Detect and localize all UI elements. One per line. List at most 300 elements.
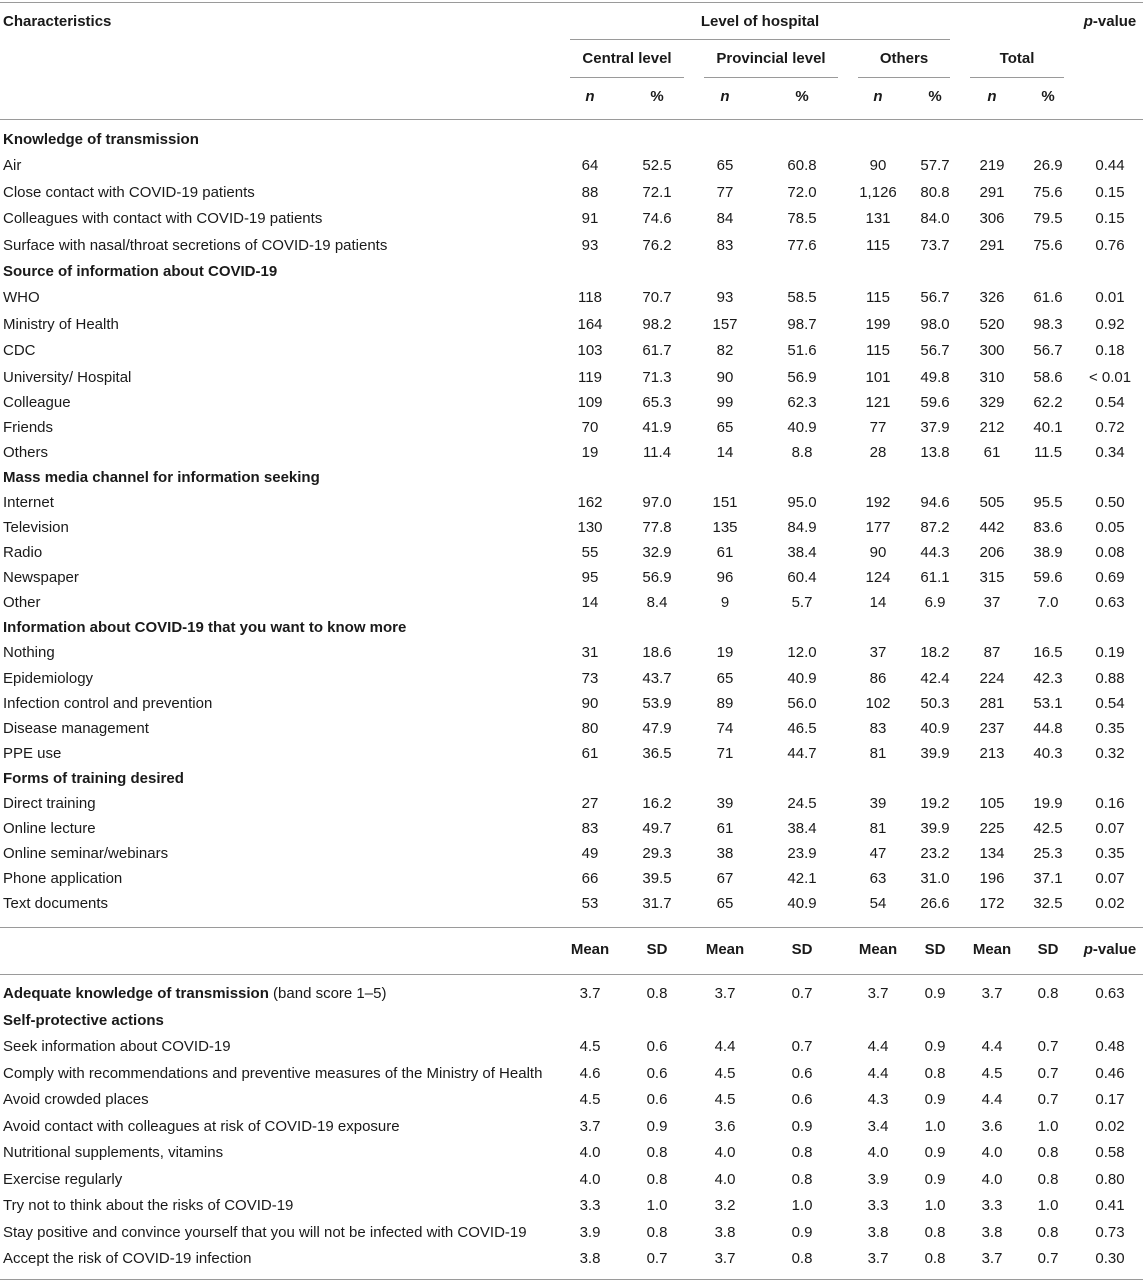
central-n-cell: 70 bbox=[581, 419, 599, 436]
total-n-cell: 300 bbox=[979, 342, 1005, 359]
row-label: Text documents bbox=[3, 895, 109, 912]
central-pct-cell: 65.3 bbox=[642, 394, 672, 411]
others-n-cell: 39 bbox=[869, 795, 887, 812]
others-n-cell: 81 bbox=[869, 820, 887, 837]
provincial-n-cell: 9 bbox=[720, 594, 730, 611]
others-pct-heading: % bbox=[928, 88, 942, 105]
p-value-cell: 0.32 bbox=[1095, 745, 1125, 762]
others-mean-cell: 4.3 bbox=[867, 1091, 889, 1108]
table-bottom-rule bbox=[0, 1279, 1143, 1280]
row-label: Internet bbox=[3, 494, 54, 511]
provincial-pct-cell: 84.9 bbox=[787, 519, 817, 536]
central-mean-cell: 3.8 bbox=[579, 1250, 601, 1267]
provincial-sd-cell: 0.7 bbox=[791, 985, 813, 1002]
table-row bbox=[0, 494, 1143, 519]
central-n-cell: 130 bbox=[577, 519, 603, 536]
total-sd-cell: 0.8 bbox=[1037, 1224, 1059, 1241]
others-n-cell: 102 bbox=[865, 695, 891, 712]
row-label: CDC bbox=[3, 342, 36, 359]
total-pct-cell: 61.6 bbox=[1033, 289, 1063, 306]
total-pct-heading: % bbox=[1041, 88, 1055, 105]
table-row bbox=[0, 569, 1143, 594]
total-sd-cell: 1.0 bbox=[1037, 1118, 1059, 1135]
section-heading: Mass media channel for information seeking bbox=[3, 469, 320, 486]
mid-header-bottom-rule bbox=[0, 974, 1143, 975]
provincial-n-cell: 65 bbox=[716, 670, 734, 687]
central-pct-cell: 39.5 bbox=[642, 870, 672, 887]
central-n-cell: 80 bbox=[581, 720, 599, 737]
row-label: Online lecture bbox=[3, 820, 96, 837]
table-top-rule bbox=[0, 2, 1143, 3]
total-pct-cell: 75.6 bbox=[1033, 184, 1063, 201]
total-pct-cell: 38.9 bbox=[1033, 544, 1063, 561]
p-value-cell: 0.15 bbox=[1095, 184, 1125, 201]
p-value-cell: 0.30 bbox=[1095, 1250, 1125, 1267]
p-value-cell: 0.80 bbox=[1095, 1171, 1125, 1188]
p-value-cell: 0.54 bbox=[1095, 394, 1125, 411]
row-label: Close contact with COVID-19 patients bbox=[3, 184, 255, 201]
total-n-cell: 172 bbox=[979, 895, 1005, 912]
section-heading: Forms of training desired bbox=[3, 770, 184, 787]
provincial-sd-cell: 0.9 bbox=[791, 1118, 813, 1135]
others-n-cell: 54 bbox=[869, 895, 887, 912]
central-pct-cell: 32.9 bbox=[642, 544, 672, 561]
total-mean-cell: 3.3 bbox=[981, 1197, 1003, 1214]
table-row bbox=[0, 184, 1143, 209]
pvalue-suffix: -value bbox=[1092, 13, 1137, 30]
pvalue-mid-heading bbox=[1080, 941, 1140, 959]
provincial-n-cell: 77 bbox=[716, 184, 734, 201]
p-value-cell: 0.02 bbox=[1095, 895, 1125, 912]
p-value-cell: 0.02 bbox=[1095, 1118, 1125, 1135]
provincial-n-cell: 96 bbox=[716, 569, 734, 586]
table-row bbox=[0, 985, 1143, 1010]
others-n-cell: 1,126 bbox=[859, 184, 897, 201]
others-heading: Others bbox=[879, 50, 929, 67]
total-n-cell: 213 bbox=[979, 745, 1005, 762]
provincial-pct-cell: 95.0 bbox=[787, 494, 817, 511]
p-value-cell: 0.44 bbox=[1095, 157, 1125, 174]
provincial-pct-cell: 98.7 bbox=[787, 316, 817, 333]
level-of-hospital-rule bbox=[570, 39, 950, 40]
central-sd-cell: 0.6 bbox=[646, 1091, 668, 1108]
total-sd-cell: 0.7 bbox=[1037, 1038, 1059, 1055]
others-pct-cell: 18.2 bbox=[920, 644, 950, 661]
others-mean-cell: 3.7 bbox=[867, 1250, 889, 1267]
table-row bbox=[0, 644, 1143, 669]
table-row bbox=[0, 369, 1143, 394]
central-pct-cell: 36.5 bbox=[642, 745, 672, 762]
table-row bbox=[0, 1091, 1143, 1116]
row-label: Online seminar/webinars bbox=[3, 845, 169, 862]
central-mean-cell: 4.5 bbox=[579, 1038, 601, 1055]
total-pct-cell: 53.1 bbox=[1033, 695, 1063, 712]
total-n-cell: 281 bbox=[979, 695, 1005, 712]
provincial-n-cell: 61 bbox=[716, 544, 734, 561]
p-value-cell: 0.46 bbox=[1095, 1065, 1125, 1082]
others-mean-cell: 3.8 bbox=[867, 1224, 889, 1241]
pvalue-mid-italic-p: p bbox=[1083, 941, 1093, 958]
central-n-cell: 93 bbox=[581, 237, 599, 254]
table-row bbox=[0, 157, 1143, 182]
provincial-mean-cell: 3.8 bbox=[714, 1224, 736, 1241]
others-pct-cell: 31.0 bbox=[920, 870, 950, 887]
p-value-cell: 0.08 bbox=[1095, 544, 1125, 561]
total-pct-cell: 42.3 bbox=[1033, 670, 1063, 687]
total-pct-cell: 83.6 bbox=[1033, 519, 1063, 536]
p-value-cell: 0.35 bbox=[1095, 845, 1125, 862]
central-mean-cell: 4.0 bbox=[579, 1171, 601, 1188]
central-n-cell: 27 bbox=[581, 795, 599, 812]
total-n-cell: 225 bbox=[979, 820, 1005, 837]
provincial-sd-cell: 0.9 bbox=[791, 1224, 813, 1241]
row-label: Phone application bbox=[3, 870, 123, 887]
others-sd-cell: 1.0 bbox=[924, 1197, 946, 1214]
p-value-cell: 0.15 bbox=[1095, 210, 1125, 227]
provincial-n-cell: 135 bbox=[712, 519, 738, 536]
total-heading: Total bbox=[999, 50, 1035, 67]
total-n-cell: 87 bbox=[983, 644, 1001, 661]
total-n-cell: 134 bbox=[979, 845, 1005, 862]
p-value-cell: 0.05 bbox=[1095, 519, 1125, 536]
total-mean-cell: 4.0 bbox=[981, 1171, 1003, 1188]
row-label: Infection control and prevention bbox=[3, 695, 213, 712]
total-sd-cell: 0.7 bbox=[1037, 1250, 1059, 1267]
others-n-cell: 124 bbox=[865, 569, 891, 586]
total-pct-cell: 75.6 bbox=[1033, 237, 1063, 254]
total-sd-heading: SD bbox=[1037, 941, 1059, 958]
provincial-pct-cell: 24.5 bbox=[787, 795, 817, 812]
others-n-cell: 28 bbox=[869, 444, 887, 461]
table-row bbox=[0, 820, 1143, 845]
total-mean-cell: 4.0 bbox=[981, 1144, 1003, 1161]
central-n-cell: 90 bbox=[581, 695, 599, 712]
central-pct-cell: 72.1 bbox=[642, 184, 672, 201]
table-row bbox=[0, 210, 1143, 235]
table-row bbox=[0, 444, 1143, 469]
section-heading: Information about COVID-19 that you want to know more bbox=[3, 619, 407, 636]
provincial-pct-cell: 60.4 bbox=[787, 569, 817, 586]
others-pct-cell: 56.7 bbox=[920, 289, 950, 306]
provincial-mean-heading: Mean bbox=[705, 941, 745, 958]
others-n-cell: 47 bbox=[869, 845, 887, 862]
row-label bbox=[3, 985, 386, 1003]
central-level-heading: Central level bbox=[582, 50, 672, 67]
table-row bbox=[0, 895, 1143, 920]
others-pct-cell: 56.7 bbox=[920, 342, 950, 359]
others-pct-cell: 23.2 bbox=[920, 845, 950, 862]
total-n-cell: 219 bbox=[979, 157, 1005, 174]
central-pct-cell: 43.7 bbox=[642, 670, 672, 687]
row-label: Colleagues with contact with COVID-19 patients bbox=[3, 210, 323, 227]
p-value-cell: 0.17 bbox=[1095, 1091, 1125, 1108]
central-mean-cell: 3.7 bbox=[579, 1118, 601, 1135]
row-label: Accept the risk of COVID-19 infection bbox=[3, 1250, 252, 1267]
section-heading-row bbox=[0, 469, 1143, 494]
others-sd-cell: 0.9 bbox=[924, 1144, 946, 1161]
section-heading: Knowledge of transmission bbox=[3, 131, 199, 148]
provincial-n-cell: 19 bbox=[716, 644, 734, 661]
total-n-cell: 224 bbox=[979, 670, 1005, 687]
others-pct-cell: 39.9 bbox=[920, 745, 950, 762]
central-n-cell: 55 bbox=[581, 544, 599, 561]
others-sd-cell: 0.9 bbox=[924, 985, 946, 1002]
p-value-cell: 0.50 bbox=[1095, 494, 1125, 511]
total-mean-cell: 3.7 bbox=[981, 1250, 1003, 1267]
provincial-sd-cell: 0.6 bbox=[791, 1091, 813, 1108]
provincial-pct-cell: 62.3 bbox=[787, 394, 817, 411]
provincial-pct-cell: 23.9 bbox=[787, 845, 817, 862]
total-n-cell: 315 bbox=[979, 569, 1005, 586]
total-mean-cell: 4.4 bbox=[981, 1091, 1003, 1108]
provincial-pct-cell: 78.5 bbox=[787, 210, 817, 227]
table-row bbox=[0, 394, 1143, 419]
provincial-mean-cell: 4.5 bbox=[714, 1065, 736, 1082]
central-n-cell: 61 bbox=[581, 745, 599, 762]
central-n-cell: 73 bbox=[581, 670, 599, 687]
provincial-sd-cell: 0.8 bbox=[791, 1250, 813, 1267]
provincial-n-cell: 82 bbox=[716, 342, 734, 359]
central-n-cell: 14 bbox=[581, 594, 599, 611]
others-n-cell: 199 bbox=[865, 316, 891, 333]
total-n-cell: 520 bbox=[979, 316, 1005, 333]
central-n-cell: 19 bbox=[581, 444, 599, 461]
p-value-cell: 0.88 bbox=[1095, 670, 1125, 687]
total-n-cell: 505 bbox=[979, 494, 1005, 511]
central-pct-cell: 76.2 bbox=[642, 237, 672, 254]
central-n-cell: 88 bbox=[581, 184, 599, 201]
total-n-cell: 291 bbox=[979, 184, 1005, 201]
others-sd-cell: 0.9 bbox=[924, 1038, 946, 1055]
central-pct-heading: % bbox=[650, 88, 664, 105]
row-label: Colleague bbox=[3, 394, 71, 411]
total-pct-cell: 79.5 bbox=[1033, 210, 1063, 227]
central-pct-cell: 11.4 bbox=[642, 444, 672, 461]
total-pct-cell: 59.6 bbox=[1033, 569, 1063, 586]
total-mean-cell: 3.8 bbox=[981, 1224, 1003, 1241]
provincial-pct-cell: 5.7 bbox=[791, 594, 813, 611]
total-pct-cell: 44.8 bbox=[1033, 720, 1063, 737]
row-label: Surface with nasal/throat secretions of COVID-19 patients bbox=[3, 237, 388, 254]
central-sd-cell: 0.8 bbox=[646, 1171, 668, 1188]
central-n-cell: 64 bbox=[581, 157, 599, 174]
total-pct-cell: 56.7 bbox=[1033, 342, 1063, 359]
central-n-cell: 103 bbox=[577, 342, 603, 359]
others-pct-cell: 44.3 bbox=[920, 544, 950, 561]
total-pct-cell: 19.9 bbox=[1033, 795, 1063, 812]
header-bottom-rule bbox=[0, 119, 1143, 120]
others-sd-cell: 0.8 bbox=[924, 1224, 946, 1241]
provincial-n-cell: 99 bbox=[716, 394, 734, 411]
others-pct-cell: 73.7 bbox=[920, 237, 950, 254]
total-n-cell: 306 bbox=[979, 210, 1005, 227]
central-n-cell: 109 bbox=[577, 394, 603, 411]
others-n-cell: 86 bbox=[869, 670, 887, 687]
provincial-pct-cell: 60.8 bbox=[787, 157, 817, 174]
central-level-rule bbox=[570, 77, 684, 78]
total-mean-heading: Mean bbox=[972, 941, 1012, 958]
total-pct-cell: 25.3 bbox=[1033, 845, 1063, 862]
total-mean-cell: 3.6 bbox=[981, 1118, 1003, 1135]
total-n-cell: 105 bbox=[979, 795, 1005, 812]
row-label: Nutritional supplements, vitamins bbox=[3, 1144, 224, 1161]
part1-bottom-rule bbox=[0, 927, 1143, 928]
table-row bbox=[0, 342, 1143, 367]
central-n-cell: 118 bbox=[578, 289, 602, 306]
central-pct-cell: 53.9 bbox=[642, 695, 672, 712]
others-mean-cell: 4.4 bbox=[867, 1038, 889, 1055]
central-mean-cell: 4.5 bbox=[579, 1091, 601, 1108]
central-mean-cell: 3.7 bbox=[579, 985, 601, 1002]
total-n-cell: 237 bbox=[979, 720, 1005, 737]
others-pct-cell: 26.6 bbox=[920, 895, 950, 912]
provincial-pct-cell: 44.7 bbox=[787, 745, 817, 762]
others-mean-heading: Mean bbox=[858, 941, 898, 958]
others-pct-cell: 40.9 bbox=[920, 720, 950, 737]
central-n-heading: n bbox=[585, 88, 595, 105]
others-pct-cell: 37.9 bbox=[920, 419, 950, 436]
total-pct-cell: 95.5 bbox=[1033, 494, 1063, 511]
others-n-cell: 121 bbox=[865, 394, 891, 411]
table-row bbox=[0, 1038, 1143, 1063]
central-pct-cell: 16.2 bbox=[642, 795, 672, 812]
total-rule bbox=[970, 77, 1064, 78]
total-pct-cell: 32.5 bbox=[1033, 895, 1063, 912]
central-n-cell: 119 bbox=[578, 369, 602, 386]
total-n-cell: 61 bbox=[983, 444, 1001, 461]
others-mean-cell: 3.3 bbox=[867, 1197, 889, 1214]
provincial-sd-cell: 1.0 bbox=[791, 1197, 813, 1214]
p-value-cell: 0.16 bbox=[1095, 795, 1125, 812]
row-label: Comply with recommendations and preventive measures of the Ministry of Health bbox=[3, 1065, 543, 1082]
table-row bbox=[0, 845, 1143, 870]
provincial-n-cell: 151 bbox=[712, 494, 738, 511]
table-row bbox=[0, 1065, 1143, 1090]
p-value-cell: 0.01 bbox=[1095, 289, 1125, 306]
central-pct-cell: 61.7 bbox=[642, 342, 672, 359]
row-label: Newspaper bbox=[3, 569, 79, 586]
provincial-mean-cell: 4.4 bbox=[714, 1038, 736, 1055]
others-n-cell: 37 bbox=[869, 644, 887, 661]
p-value-cell: 0.19 bbox=[1095, 644, 1125, 661]
total-pct-cell: 37.1 bbox=[1033, 870, 1063, 887]
total-mean-cell: 4.4 bbox=[981, 1038, 1003, 1055]
total-n-cell: 310 bbox=[979, 369, 1005, 386]
row-label: Epidemiology bbox=[3, 670, 94, 687]
p-value-cell: 0.54 bbox=[1095, 695, 1125, 712]
row-label: Seek information about COVID-19 bbox=[3, 1038, 231, 1055]
provincial-n-cell: 14 bbox=[716, 444, 734, 461]
provincial-level-rule bbox=[704, 77, 838, 78]
provincial-n-cell: 89 bbox=[716, 695, 734, 712]
provincial-pct-cell: 8.8 bbox=[791, 444, 813, 461]
others-pct-cell: 13.8 bbox=[920, 444, 950, 461]
total-n-heading: n bbox=[987, 88, 997, 105]
table-row bbox=[0, 695, 1143, 720]
central-pct-cell: 97.0 bbox=[642, 494, 672, 511]
provincial-mean-cell: 3.7 bbox=[714, 1250, 736, 1267]
total-n-cell: 442 bbox=[979, 519, 1005, 536]
central-pct-cell: 31.7 bbox=[642, 895, 672, 912]
provincial-n-cell: 61 bbox=[716, 820, 734, 837]
provincial-n-cell: 39 bbox=[716, 795, 734, 812]
total-sd-cell: 0.8 bbox=[1037, 985, 1059, 1002]
row-label: Nothing bbox=[3, 644, 55, 661]
others-pct-cell: 94.6 bbox=[920, 494, 950, 511]
others-mean-cell: 4.0 bbox=[867, 1144, 889, 1161]
provincial-n-heading: n bbox=[720, 88, 730, 105]
total-pct-cell: 98.3 bbox=[1033, 316, 1063, 333]
provincial-n-cell: 157 bbox=[712, 316, 738, 333]
total-pct-cell: 62.2 bbox=[1033, 394, 1063, 411]
provincial-sd-cell: 0.8 bbox=[791, 1171, 813, 1188]
provincial-pct-cell: 77.6 bbox=[787, 237, 817, 254]
total-n-cell: 329 bbox=[979, 394, 1005, 411]
central-pct-cell: 77.8 bbox=[642, 519, 672, 536]
row-label: Other bbox=[3, 594, 41, 611]
others-n-cell: 77 bbox=[869, 419, 887, 436]
central-mean-cell: 3.9 bbox=[579, 1224, 601, 1241]
table-row bbox=[0, 544, 1143, 569]
central-pct-cell: 41.9 bbox=[642, 419, 672, 436]
p-value-cell: 0.76 bbox=[1095, 237, 1125, 254]
others-pct-cell: 39.9 bbox=[920, 820, 950, 837]
provincial-pct-heading: % bbox=[795, 88, 809, 105]
others-pct-cell: 19.2 bbox=[920, 795, 950, 812]
others-n-heading: n bbox=[873, 88, 883, 105]
others-n-cell: 115 bbox=[866, 237, 890, 254]
table-row bbox=[0, 237, 1143, 262]
row-label: Stay positive and convince yourself that you will not be infected with COVID-19 bbox=[3, 1224, 527, 1241]
central-pct-cell: 47.9 bbox=[642, 720, 672, 737]
provincial-pct-cell: 58.5 bbox=[787, 289, 817, 306]
provincial-mean-cell: 3.6 bbox=[714, 1118, 736, 1135]
central-n-cell: 53 bbox=[581, 895, 599, 912]
provincial-pct-cell: 38.4 bbox=[787, 544, 817, 561]
central-n-cell: 83 bbox=[581, 820, 599, 837]
p-value-cell: 0.69 bbox=[1095, 569, 1125, 586]
total-sd-cell: 1.0 bbox=[1037, 1197, 1059, 1214]
others-mean-cell: 3.4 bbox=[867, 1118, 889, 1135]
central-sd-cell: 0.7 bbox=[646, 1250, 668, 1267]
section-heading-row bbox=[0, 770, 1143, 795]
central-pct-cell: 18.6 bbox=[642, 644, 672, 661]
central-n-cell: 66 bbox=[581, 870, 599, 887]
central-n-cell: 162 bbox=[577, 494, 603, 511]
central-pct-cell: 74.6 bbox=[642, 210, 672, 227]
others-pct-cell: 80.8 bbox=[920, 184, 950, 201]
others-sd-cell: 0.8 bbox=[924, 1065, 946, 1082]
others-pct-cell: 50.3 bbox=[920, 695, 950, 712]
total-sd-cell: 0.7 bbox=[1037, 1091, 1059, 1108]
total-n-cell: 291 bbox=[979, 237, 1005, 254]
table-row bbox=[0, 316, 1143, 341]
row-label: Radio bbox=[3, 544, 43, 561]
provincial-sd-heading: SD bbox=[791, 941, 813, 958]
p-value-cell: 0.35 bbox=[1095, 720, 1125, 737]
others-pct-cell: 61.1 bbox=[920, 569, 950, 586]
pvalue-mid-suffix: -value bbox=[1092, 941, 1137, 958]
provincial-n-cell: 93 bbox=[716, 289, 734, 306]
central-sd-cell: 0.6 bbox=[646, 1065, 668, 1082]
total-pct-cell: 40.3 bbox=[1033, 745, 1063, 762]
characteristics-heading: Characteristics bbox=[3, 13, 112, 30]
others-pct-cell: 57.7 bbox=[920, 157, 950, 174]
row-label: Direct training bbox=[3, 795, 96, 812]
provincial-n-cell: 71 bbox=[716, 745, 734, 762]
central-pct-cell: 49.7 bbox=[642, 820, 672, 837]
others-pct-cell: 98.0 bbox=[920, 316, 950, 333]
